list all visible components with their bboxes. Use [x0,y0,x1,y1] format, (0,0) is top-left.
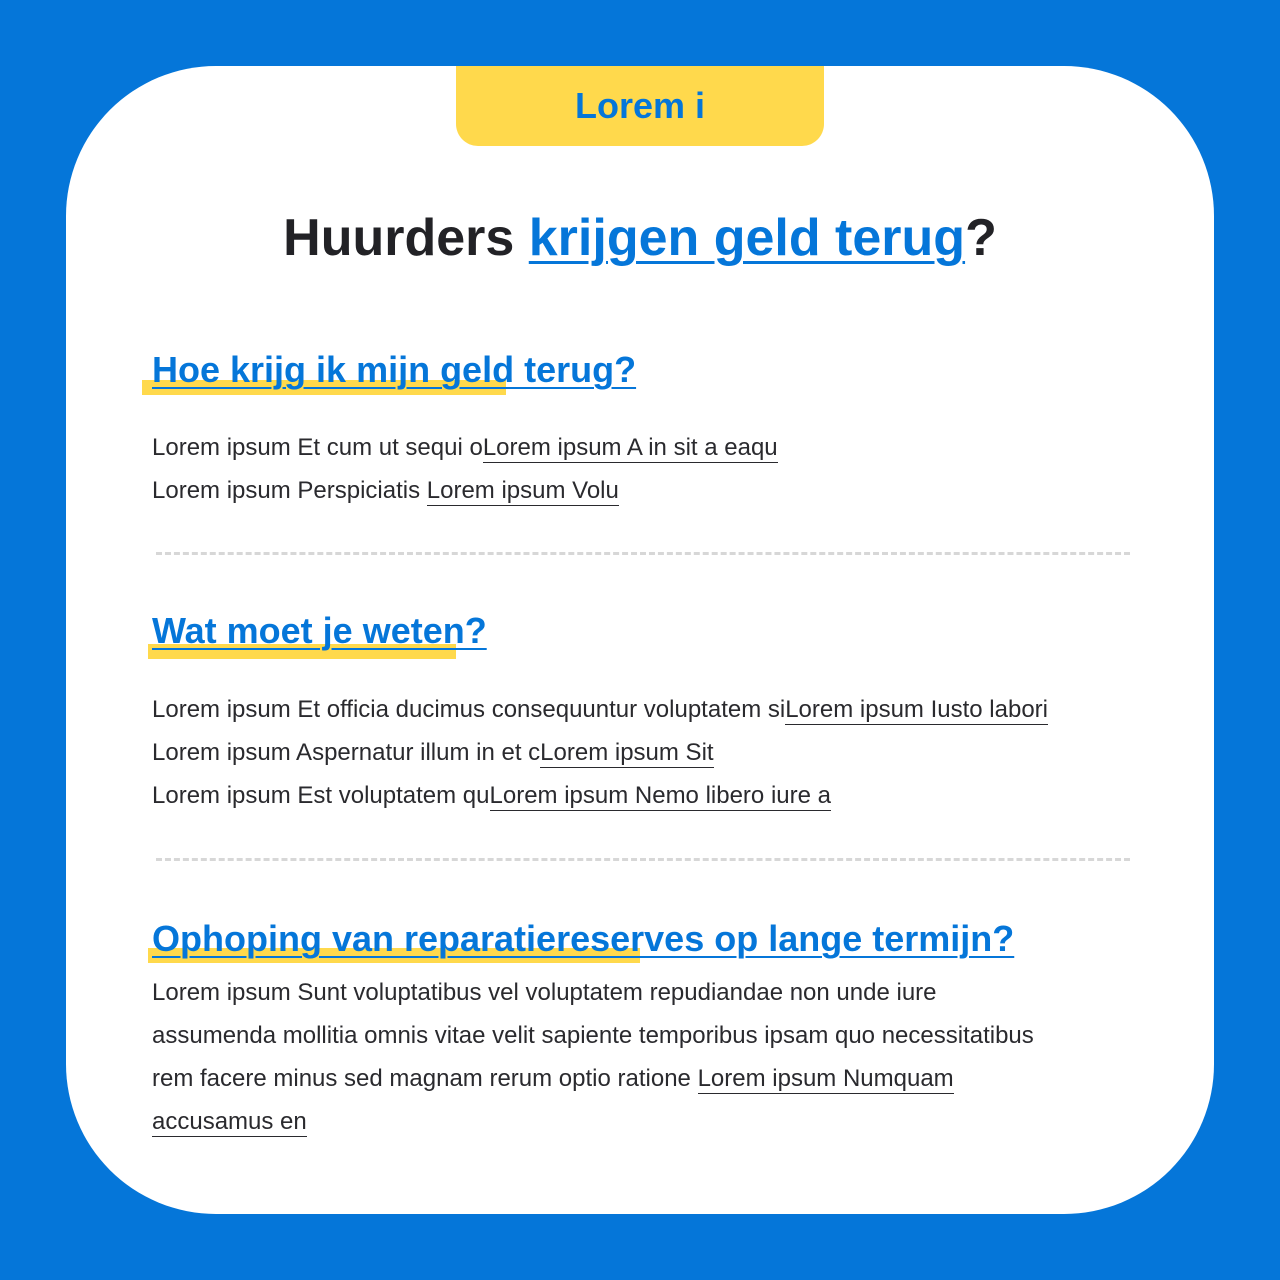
text-line: assumenda mollitia omnis vitae velit sapiente temporibus ipsam quo necessitatibus [152,1022,1034,1049]
text-line: Lorem ipsum Est voluptatem quLorem ipsum Nemo libero iure a [152,782,831,809]
content-card [66,66,1214,1214]
title-prefix: Huurders [283,209,529,267]
section-1-text [152,426,778,512]
section-divider [156,858,1130,861]
text-line: Lorem ipsum Perspiciatis Lorem ipsum Volu [152,477,619,504]
text-link[interactable]: Lorem ipsum Volu [426,477,619,504]
text-line: Lorem ipsum Aspernatur illum in et cLorem ipsum Sit [152,739,714,766]
text-link[interactable]: Lorem ipsum Iusto labori [785,696,1048,723]
text-line: Lorem ipsum Et cum ut sequi oLorem ipsum A in sit a eaqu [152,434,778,461]
text-line: Lorem ipsum Et officia ducimus consequuntur voluptatem siLorem ipsum Iusto labori [152,696,1048,723]
text-line: Lorem ipsum Sunt voluptatibus vel voluptatem repudiandae non unde iure [152,979,937,1006]
text-link[interactable]: Lorem ipsum Nemo libero iure a [489,782,831,809]
text-link[interactable]: Lorem ipsum A in sit a eaqu [482,434,778,461]
section-2-text [152,688,1048,817]
title-suffix: ? [965,209,997,267]
text-link[interactable]: accusamus en [152,1108,307,1135]
title-highlight: krijgen geld terug [528,209,966,267]
section-heading-1[interactable]: Hoe krijg ik mijn geld terug? [152,349,637,390]
section-divider [156,552,1130,555]
text-link[interactable]: Lorem ipsum Sit [540,739,714,766]
section-heading-2[interactable]: Wat moet je weten? [152,610,487,651]
section-3-text [152,971,1034,1143]
page-title [66,206,1214,270]
text-link[interactable]: Lorem ipsum Numquam [697,1065,954,1092]
tab-label: Lorem i [456,66,824,146]
text-line [152,1100,1034,1143]
section-heading-3[interactable]: Ophoping van reparatiereserves op lange termijn? [152,918,1015,959]
text-line: rem facere minus sed magnam rerum optio ratione Lorem ipsum Numquam [152,1065,954,1092]
